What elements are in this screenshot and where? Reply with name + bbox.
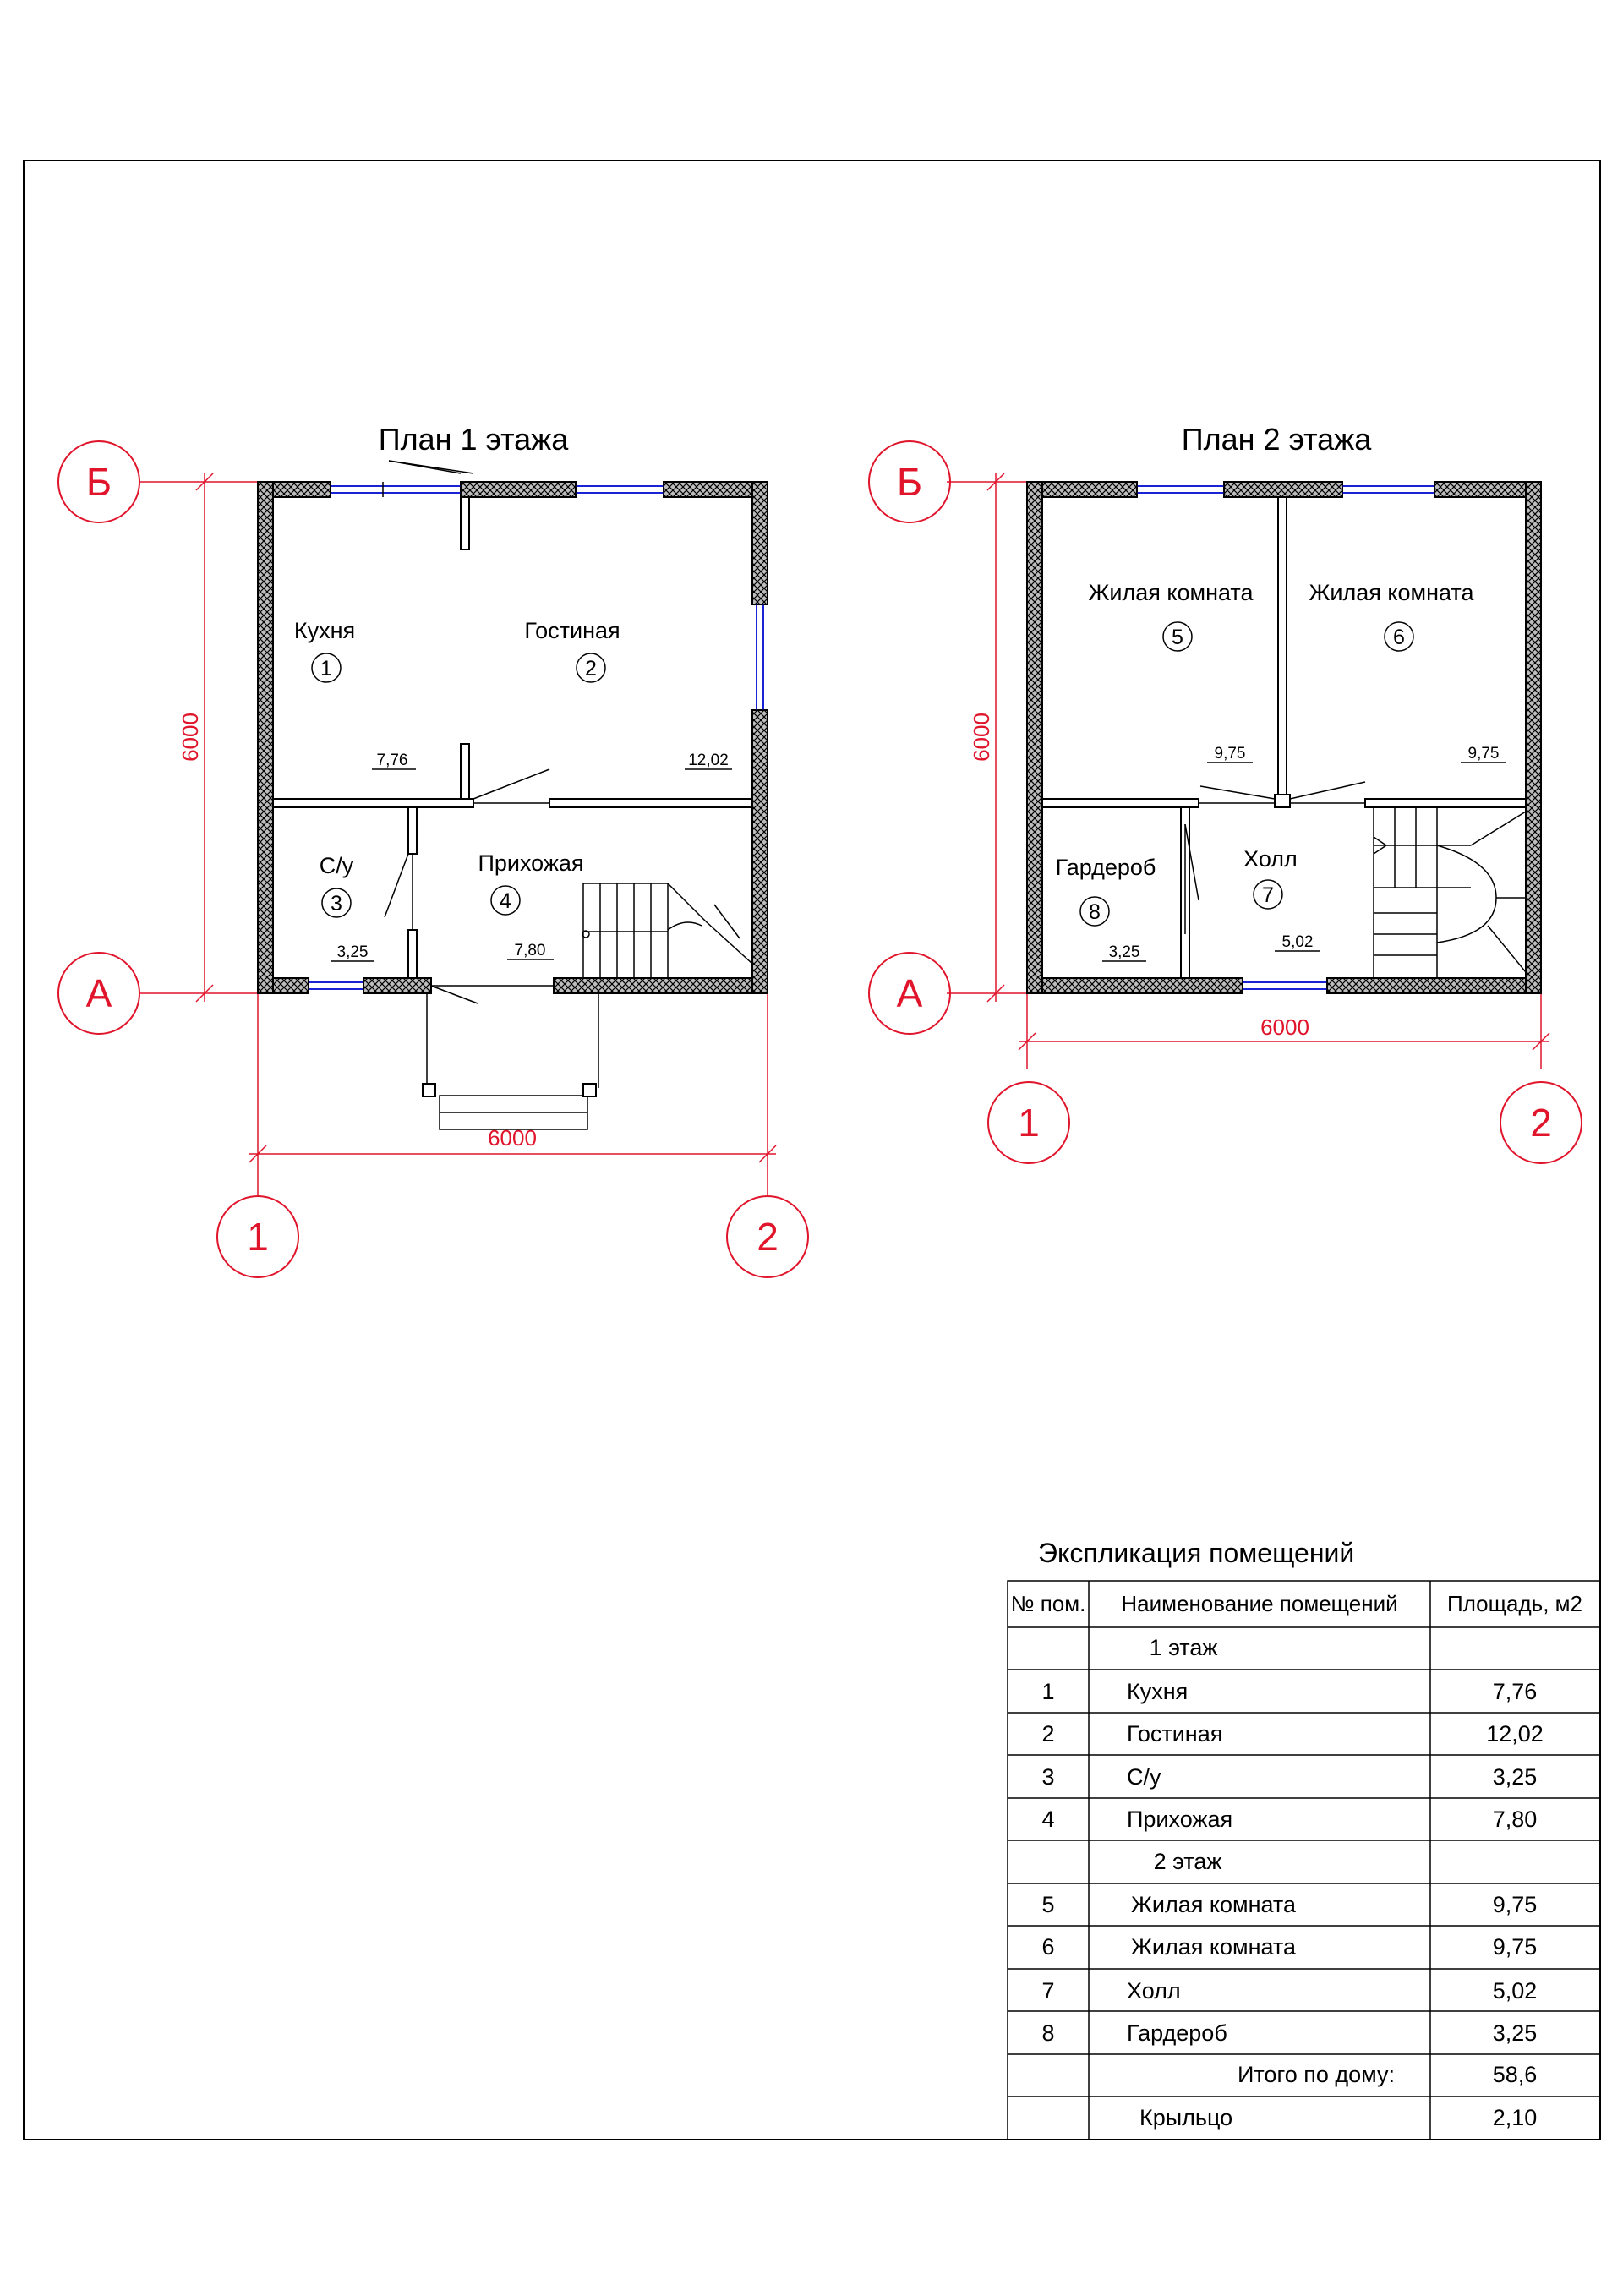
table-row (1154, 1849, 1222, 1874)
svg-text:2: 2 (1530, 1101, 1552, 1145)
svg-text:5: 5 (1041, 1892, 1055, 1917)
svg-text:А: А (85, 971, 112, 1015)
explication-table (1008, 1538, 1600, 2140)
svg-text:Гостиная: Гостиная (1127, 1721, 1223, 1747)
table-row (1041, 1892, 1537, 1917)
svg-text:Крыльцо: Крыльцо (1139, 2105, 1233, 2130)
svg-text:С/у: С/у (1127, 1764, 1161, 1790)
plan-1-dim-vertical: 6000 (178, 713, 203, 762)
svg-text:Гостиная: Гостиная (524, 618, 620, 643)
svg-text:7,76: 7,76 (1492, 1679, 1538, 1704)
svg-text:Гардероб: Гардероб (1127, 2020, 1227, 2046)
plan-1-axis-a (58, 953, 139, 1034)
svg-text:5: 5 (1172, 626, 1183, 649)
svg-text:Жилая комната: Жилая комната (1088, 580, 1254, 605)
table-header-number: № пом. (1010, 1591, 1086, 1616)
plan-1-axis-2 (727, 1196, 808, 1277)
table-row (1238, 2062, 1537, 2087)
svg-text:6: 6 (1393, 626, 1405, 649)
table-row (1041, 1934, 1537, 1960)
svg-text:5,02: 5,02 (1281, 933, 1314, 951)
svg-text:9,75: 9,75 (1214, 745, 1246, 763)
svg-text:9,75: 9,75 (1467, 745, 1500, 763)
plan-2-axis-b (869, 441, 950, 522)
svg-text:1: 1 (1041, 1679, 1055, 1704)
svg-text:7,80: 7,80 (514, 942, 546, 959)
table-row (1150, 1635, 1218, 1660)
svg-text:7: 7 (1262, 883, 1274, 907)
plan-2-room-5 (1088, 580, 1254, 763)
svg-text:2: 2 (1041, 1721, 1055, 1747)
svg-text:8: 8 (1089, 900, 1101, 924)
svg-text:Гардероб: Гардероб (1055, 855, 1156, 880)
svg-text:5,02: 5,02 (1492, 1978, 1538, 2004)
svg-text:Прихожая: Прихожая (1127, 1807, 1233, 1832)
table-row (1041, 1764, 1537, 1790)
svg-text:Жилая комната: Жилая комната (1131, 1934, 1297, 1960)
svg-text:2: 2 (757, 1215, 779, 1259)
svg-text:Холл: Холл (1243, 846, 1298, 872)
svg-text:12,02: 12,02 (688, 752, 729, 769)
plan-1-room-4 (478, 850, 583, 959)
plan-2-title: План 2 этажа (1181, 422, 1372, 456)
plan-2-axis-1 (988, 1082, 1069, 1163)
svg-text:1: 1 (247, 1215, 269, 1259)
plan-1-room-2 (524, 618, 732, 769)
plan-2-room-6 (1309, 580, 1506, 763)
svg-text:С/у: С/у (319, 853, 354, 878)
svg-text:2: 2 (585, 657, 597, 681)
sheet-frame (24, 161, 1600, 2140)
plan-1-title: План 1 этажа (378, 422, 569, 456)
plan-2-room-7 (1243, 846, 1320, 951)
svg-text:Итого по дому:: Итого по дому: (1237, 2062, 1395, 2087)
svg-text:3,25: 3,25 (1108, 943, 1140, 961)
plan-2-dim-horizontal: 6000 (1260, 1014, 1309, 1040)
plan-1-axis-b (58, 441, 139, 522)
svg-text:Холл: Холл (1127, 1978, 1181, 2004)
svg-text:8: 8 (1041, 2020, 1055, 2046)
table-header-area: Площадь, м2 (1447, 1591, 1582, 1616)
svg-text:1 этаж: 1 этаж (1149, 1635, 1218, 1660)
svg-text:6: 6 (1041, 1934, 1055, 1960)
plan-1-dim-horizontal: 6000 (488, 1125, 537, 1151)
svg-text:9,75: 9,75 (1492, 1892, 1538, 1917)
svg-text:7: 7 (1041, 1978, 1055, 2004)
svg-text:Кухня: Кухня (293, 618, 356, 643)
svg-text:1: 1 (320, 657, 332, 681)
svg-text:9,75: 9,75 (1492, 1934, 1538, 1960)
svg-text:4: 4 (500, 889, 511, 913)
svg-text:58,6: 58,6 (1492, 2062, 1538, 2087)
plan-1-axis-1 (217, 1196, 298, 1277)
svg-text:А: А (896, 971, 923, 1015)
plan-2-room-8 (1056, 855, 1156, 961)
svg-text:3: 3 (331, 892, 342, 916)
table-row (1139, 2105, 1537, 2130)
table-row (1041, 1721, 1543, 1747)
svg-text:3,25: 3,25 (1492, 1764, 1538, 1790)
svg-text:7,80: 7,80 (1492, 1807, 1538, 1832)
plan-1-room-1 (294, 618, 416, 769)
plan-2-axis-2 (1500, 1082, 1582, 1163)
plan-2-dim-vertical: 6000 (969, 713, 994, 762)
svg-text:2,10: 2,10 (1492, 2105, 1538, 2130)
svg-text:4: 4 (1041, 1807, 1055, 1832)
svg-text:Жилая комната: Жилая комната (1131, 1892, 1297, 1917)
table-row (1041, 1807, 1537, 1832)
svg-text:3,25: 3,25 (1492, 2020, 1538, 2046)
svg-text:2 этаж: 2 этаж (1153, 1849, 1222, 1874)
explication-title: Экспликация помещений (1038, 1538, 1355, 1568)
svg-text:3,25: 3,25 (336, 943, 369, 961)
svg-text:Прихожая: Прихожая (478, 850, 584, 876)
svg-text:3: 3 (1041, 1764, 1055, 1790)
plan-2-axis-a (869, 953, 950, 1034)
table-row (1041, 2020, 1537, 2046)
table-header-name: Наименование помещений (1121, 1591, 1398, 1616)
plan-1 (58, 422, 808, 1277)
plan-1-room-3 (320, 853, 374, 961)
svg-text:12,02: 12,02 (1486, 1721, 1544, 1747)
table-row (1041, 1679, 1537, 1704)
svg-text:1: 1 (1018, 1101, 1040, 1145)
plan-2 (869, 422, 1582, 1163)
svg-text:Жилая комната: Жилая комната (1309, 580, 1474, 605)
svg-text:7,76: 7,76 (376, 752, 408, 769)
svg-text:Кухня: Кухня (1127, 1679, 1189, 1704)
svg-text:Б: Б (896, 460, 923, 504)
svg-text:Б: Б (85, 460, 112, 504)
table-row (1041, 1978, 1537, 2004)
